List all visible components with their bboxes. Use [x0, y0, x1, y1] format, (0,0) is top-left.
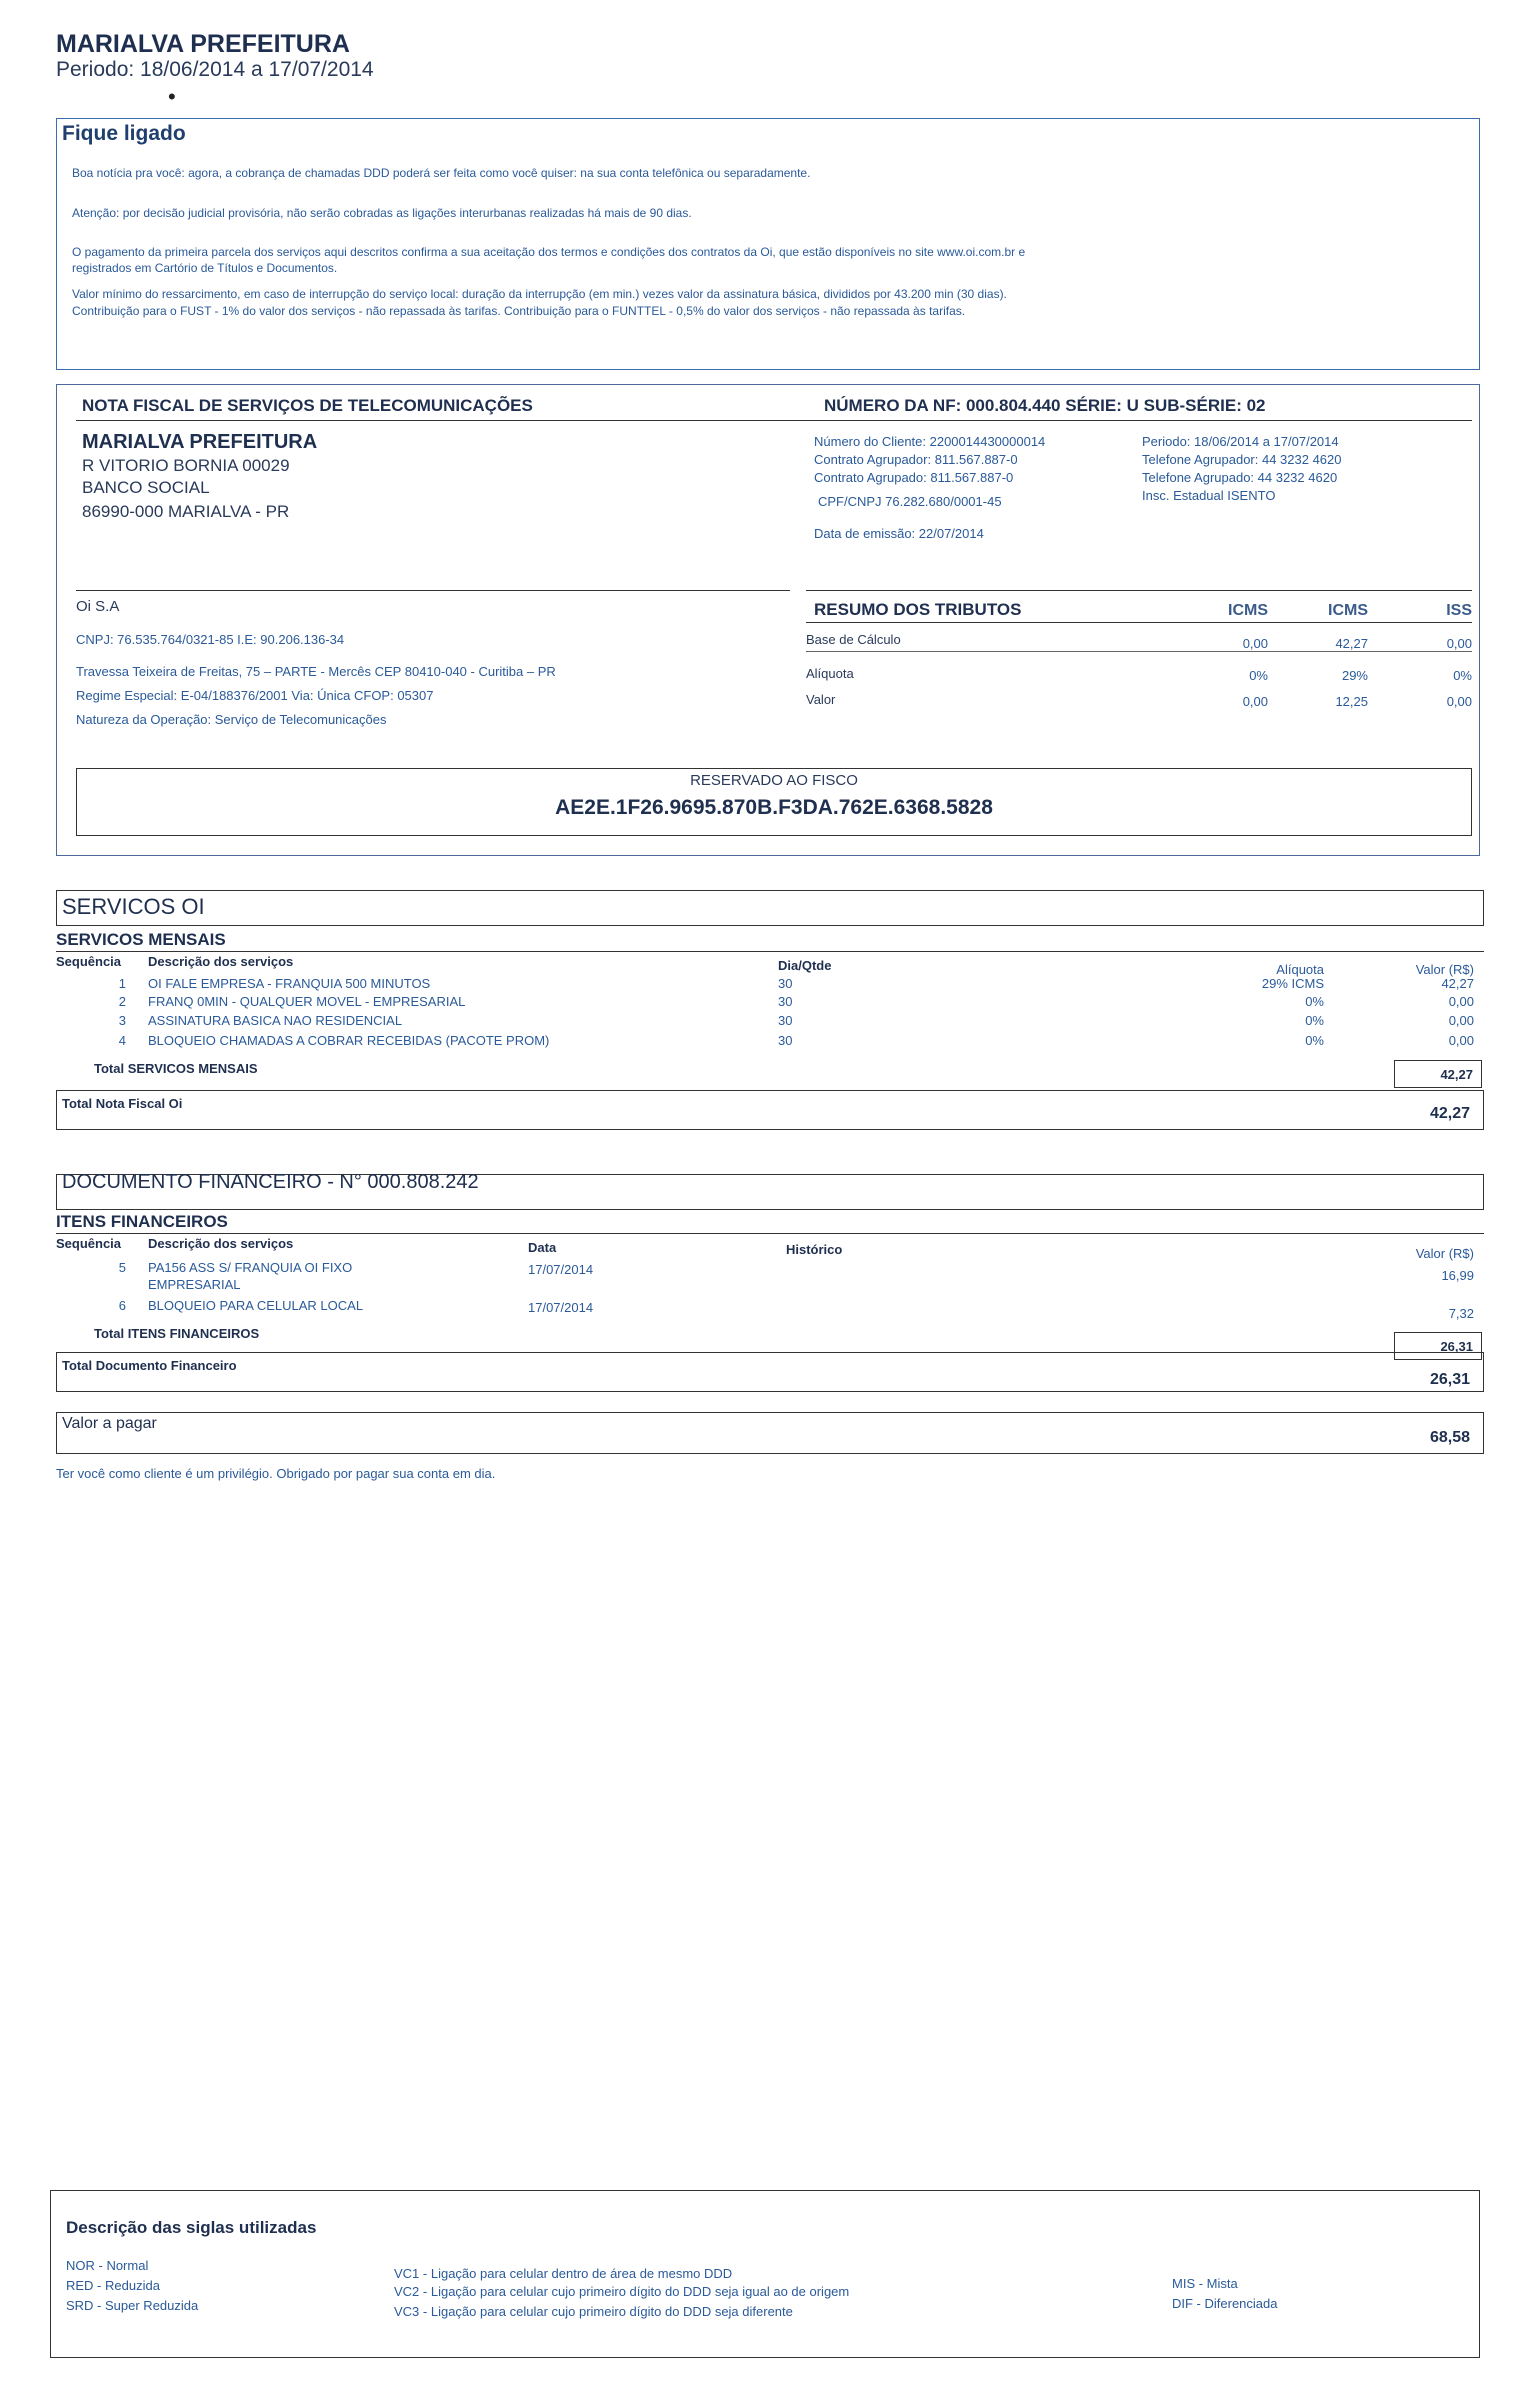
- financial-total-label: Total Documento Financeiro: [62, 1358, 237, 1373]
- payment-value: 68,58: [1429, 1429, 1470, 1446]
- row-value: 0,00: [1448, 994, 1474, 1009]
- table-row: [56, 1260, 1484, 1294]
- divider: [806, 622, 1472, 623]
- col-header-desc: Descrição dos serviços: [148, 1236, 294, 1251]
- tax-value: 12,25: [1335, 694, 1368, 709]
- row-rate: 29% ICMS: [1261, 976, 1324, 991]
- notice-line: Contribuição para o FUST - 1% do valor dos serviços - não repassada às tarifas. Contribuição para o FUNTTEL - 0,5% do valor dos serviços - não repassada às tarifas.: [72, 304, 966, 318]
- issuer-regime: Regime Especial: E-04/188376/2001 Via: Única CFOP: 05307: [76, 688, 434, 703]
- row-qty: 30: [778, 976, 793, 991]
- row-date: 17/07/2014: [528, 1262, 594, 1277]
- client-info: Contrato Agrupado: 811.567.887-0: [814, 470, 1014, 485]
- issuer-address: Travessa Teixeira de Freitas, 75 – PARTE - Mercês CEP 80410-040 - Curitiba – PR: [76, 664, 556, 679]
- notice-line: registrados em Cartório de Títulos e Documentos.: [72, 261, 338, 275]
- table-row: [56, 1013, 1484, 1029]
- notice-title: Fique ligado: [62, 122, 186, 145]
- row-seq: 1: [118, 976, 126, 991]
- divider: [76, 590, 790, 591]
- col-header-value: Valor (R$): [1415, 1246, 1474, 1261]
- glossary-item: SRD - Super Reduzida: [66, 2298, 199, 2313]
- period-header: Periodo: 18/06/2014 a 17/07/2014: [56, 58, 374, 81]
- col-header-date: Data: [528, 1240, 557, 1255]
- row-rate: 0%: [1305, 1033, 1324, 1048]
- issuer-cnpj: CNPJ: 76.535.764/0321-85 I.E: 90.206.136-34: [76, 632, 345, 647]
- taxes-col-header: ICMS: [1228, 602, 1268, 619]
- issuer-nature: Natureza da Operação: Serviço de Telecomunicações: [76, 712, 387, 727]
- glossary-item: VC3 - Ligação para celular cujo primeiro dígito do DDD seja diferente: [394, 2304, 793, 2319]
- tax-value: 0,00: [1446, 694, 1472, 709]
- tax-value: 0,00: [1242, 636, 1268, 651]
- row-desc: BLOQUEIO PARA CELULAR LOCAL: [148, 1298, 364, 1313]
- emission-date: Data de emissão: 22/07/2014: [814, 526, 984, 541]
- services-total-value: 42,27: [1429, 1105, 1470, 1122]
- services-subtotal-label: Total SERVICOS MENSAIS: [94, 1061, 258, 1076]
- divider: [56, 1233, 1484, 1234]
- taxes-col-header: ICMS: [1328, 602, 1368, 619]
- financial-total-value: 26,31: [1429, 1371, 1470, 1388]
- notice-line: O pagamento da primeira parcela dos serviços aqui descritos confirma a sua aceitação dos termos e condições dos contratos da Oi, que estão disponíveis no site www.oi.com.br e: [72, 245, 1026, 259]
- tax-value: 0,00: [1446, 636, 1472, 651]
- financial-subsection-title: ITENS FINANCEIROS: [56, 1212, 228, 1231]
- table-row: [56, 1033, 1484, 1049]
- row-rate: 0%: [1305, 994, 1324, 1009]
- tax-value: 0%: [1453, 668, 1472, 683]
- row-desc: PA156 ASS S/ FRANQUIA OI FIXO: [148, 1260, 353, 1275]
- services-subtotal-value: 42,27: [1394, 1060, 1482, 1088]
- services-section-title: SERVICOS OI: [62, 894, 205, 919]
- row-rate: 0%: [1305, 1013, 1324, 1028]
- glossary-item: VC2 - Ligação para celular cujo primeiro dígito do DDD seja igual ao de origem: [394, 2284, 850, 2299]
- customer-name: MARIALVA PREFEITURA: [82, 431, 318, 453]
- row-desc-cont: EMPRESARIAL: [148, 1277, 241, 1292]
- col-header-seq: Sequência: [56, 1236, 122, 1251]
- row-value: 42,27: [1441, 976, 1474, 991]
- col-header-seq: Sequência: [56, 954, 122, 969]
- col-header-rate: Alíquota: [1276, 962, 1324, 977]
- financial-subtotal-label: Total ITENS FINANCEIROS: [94, 1326, 260, 1341]
- tax-label: Valor: [806, 692, 836, 707]
- tax-value: 42,27: [1335, 636, 1368, 651]
- client-info: Número do Cliente: 2200014430000014: [814, 434, 1046, 449]
- financial-total-box: [56, 1352, 1484, 1392]
- col-header-value: Valor (R$): [1415, 962, 1474, 977]
- row-date: 17/07/2014: [528, 1300, 594, 1315]
- notice-line: Valor mínimo do ressarcimento, em caso de interrupção do serviço local: duração da interrupção (em min.) vezes valor da assinatura básica, divididos por 43.200 min (30 dias).: [72, 287, 1007, 301]
- services-total-box: [56, 1090, 1484, 1130]
- col-header-history: Histórico: [786, 1242, 843, 1257]
- tax-value: 0%: [1249, 668, 1268, 683]
- row-value: 16,99: [1441, 1268, 1474, 1283]
- row-seq: 6: [118, 1298, 126, 1313]
- tax-value: 0,00: [1242, 694, 1268, 709]
- glossary-item: VC1 - Ligação para celular dentro de área de mesmo DDD: [394, 2266, 733, 2281]
- glossary-item: DIF - Diferenciada: [1172, 2296, 1278, 2311]
- services-section-box: [56, 890, 1484, 926]
- tax-label: Base de Cálculo: [806, 632, 901, 647]
- customer-address: BANCO SOCIAL: [82, 478, 210, 497]
- client-info: CPF/CNPJ 76.282.680/0001-45: [818, 494, 1002, 509]
- divider: [76, 420, 1472, 421]
- glossary-box: [50, 2190, 1480, 2358]
- row-desc: OI FALE EMPRESA - FRANQUIA 500 MINUTOS: [148, 976, 431, 991]
- client-info: Telefone Agrupado: 44 3232 4620: [1142, 470, 1338, 485]
- row-value: 7,32: [1448, 1306, 1474, 1321]
- table-row: [56, 1298, 1484, 1321]
- thanks-message: Ter você como cliente é um privilégio. Obrigado por pagar sua conta em dia.: [56, 1466, 496, 1481]
- row-seq: 4: [118, 1033, 126, 1048]
- notice-line: Atenção: por decisão judicial provisória, não serão cobradas as ligações interurbanas realizadas há mais de 90 dias.: [72, 206, 692, 220]
- financial-subtotal-value: 26,31: [1394, 1332, 1482, 1360]
- payment-box: [56, 1412, 1484, 1454]
- divider: [806, 590, 1472, 591]
- table-row: [56, 976, 1484, 992]
- invoice-title: NOTA FISCAL DE SERVIÇOS DE TELECOMUNICAÇÕES: [82, 396, 533, 415]
- glossary-item: MIS - Mista: [1172, 2276, 1238, 2291]
- tax-label: Alíquota: [806, 666, 854, 681]
- issuer-name: Oi S.A: [76, 598, 120, 615]
- taxes-title: RESUMO DOS TRIBUTOS: [814, 600, 1022, 619]
- row-desc: BLOQUEIO CHAMADAS A COBRAR RECEBIDAS (PACOTE PROM): [148, 1033, 550, 1048]
- fisco-code: AE2E.1F26.9695.870B.F3DA.762E.6368.5828: [555, 796, 993, 819]
- client-info: Periodo: 18/06/2014 a 17/07/2014: [1142, 434, 1339, 449]
- tax-value: 29%: [1341, 668, 1368, 683]
- row-value: 0,00: [1448, 1033, 1474, 1048]
- invoice-number: NÚMERO DA NF: 000.804.440 SÉRIE: U SUB-SÉRIE: 02: [824, 396, 1266, 415]
- client-info: Telefone Agrupador: 44 3232 4620: [1142, 452, 1342, 467]
- glossary-item: RED - Reduzida: [66, 2278, 160, 2293]
- client-info: Insc. Estadual ISENTO: [1142, 488, 1276, 503]
- row-qty: 30: [778, 1013, 793, 1028]
- col-header-qty: Dia/Qtde: [778, 958, 832, 973]
- company-header: MARIALVA PREFEITURA: [56, 30, 350, 58]
- notice-box: [56, 118, 1480, 370]
- row-qty: 30: [778, 994, 793, 1009]
- services-subsection-title: SERVICOS MENSAIS: [56, 930, 226, 949]
- financial-section-title: DOCUMENTO FINANCEIRO - N° 000.808.242: [62, 1171, 479, 1193]
- tax-underline: [806, 651, 1472, 652]
- table-row: [56, 994, 1484, 1010]
- row-seq: 5: [118, 1260, 126, 1275]
- glossary-item: NOR - Normal: [66, 2258, 149, 2273]
- row-desc: FRANQ 0MIN - QUALQUER MOVEL - EMPRESARIAL: [148, 994, 466, 1009]
- client-info: Contrato Agrupador: 811.567.887-0: [814, 452, 1018, 467]
- bullet-mark: •: [168, 84, 176, 109]
- services-total-label: Total Nota Fiscal Oi: [62, 1096, 183, 1111]
- row-qty: 30: [778, 1033, 793, 1048]
- row-seq: 2: [118, 994, 126, 1009]
- customer-address: 86990-000 MARIALVA - PR: [82, 502, 290, 521]
- taxes-col-header: ISS: [1446, 602, 1472, 619]
- row-desc: ASSINATURA BASICA NAO RESIDENCIAL: [148, 1013, 403, 1028]
- customer-address: R VITORIO BORNIA 00029: [82, 456, 290, 475]
- fisco-label: RESERVADO AO FISCO: [690, 772, 858, 789]
- row-value: 0,00: [1448, 1013, 1474, 1028]
- row-seq: 3: [118, 1013, 126, 1028]
- divider: [56, 951, 1484, 952]
- notice-line: Boa notícia pra você: agora, a cobrança de chamadas DDD poderá ser feita como você quiser: na sua conta telefônica ou separadamente.: [72, 166, 811, 180]
- payment-label: Valor a pagar: [62, 1415, 157, 1432]
- col-header-desc: Descrição dos serviços: [148, 954, 294, 969]
- glossary-title: Descrição das siglas utilizadas: [66, 2218, 317, 2237]
